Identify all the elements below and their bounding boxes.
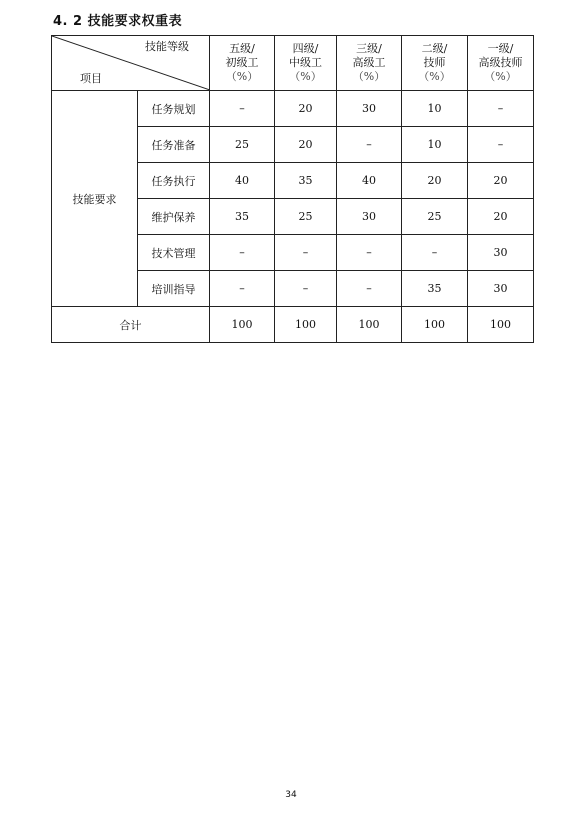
total-label: 合计 [52, 307, 210, 343]
value-cell: 40 [210, 163, 275, 199]
page-number: 34 [285, 790, 297, 800]
value-cell: 10 [402, 91, 468, 127]
total-cell: 100 [402, 307, 468, 343]
level-header-line1: 四级/ [292, 42, 319, 55]
total-cell: 100 [337, 307, 402, 343]
value-cell: 35 [402, 271, 468, 307]
value-cell: 30 [468, 235, 534, 271]
level-header-cell [337, 36, 402, 91]
level-header-line2: 中级工 [289, 56, 322, 69]
value-cell: 20 [275, 91, 337, 127]
table-header-row [52, 36, 534, 91]
value-cell: 20 [402, 163, 468, 199]
level-header-unit: （%） [289, 70, 322, 83]
value-cell: 30 [337, 91, 402, 127]
value-cell: 40 [337, 163, 402, 199]
level-header-line2: 高级技师 [478, 56, 523, 69]
value-cell: 10 [402, 127, 468, 163]
level-header-unit: （%） [484, 70, 517, 83]
value-cell: – [210, 91, 275, 127]
value-cell: 35 [275, 163, 337, 199]
value-cell: – [275, 235, 337, 271]
value-cell: – [402, 235, 468, 271]
value-cell: 25 [210, 127, 275, 163]
row-label: 任务规划 [138, 91, 210, 127]
level-header-line2: 高级工 [352, 56, 386, 69]
row-label: 技术管理 [138, 235, 210, 271]
table-row [52, 91, 534, 127]
level-header-cell [210, 36, 275, 91]
level-header-cell [402, 36, 468, 91]
value-cell: – [275, 271, 337, 307]
level-header-unit: （%） [418, 70, 451, 83]
header-item-label: 项目 [80, 72, 102, 85]
value-cell: – [468, 91, 534, 127]
diagonal-header-cell [52, 36, 210, 91]
total-row [52, 307, 534, 343]
value-cell: 20 [275, 127, 337, 163]
value-cell: 35 [210, 199, 275, 235]
total-cell: 100 [210, 307, 275, 343]
level-header-unit: （%） [352, 70, 386, 83]
value-cell: 20 [468, 163, 534, 199]
row-label: 任务执行 [138, 163, 210, 199]
group-label-cell: 技能要求 [52, 91, 138, 307]
value-cell: – [210, 235, 275, 271]
level-header-line1: 三级/ [356, 42, 382, 55]
skill-weight-table [51, 35, 534, 343]
section-heading: 4. 2 技能要求权重表 [53, 14, 183, 29]
value-cell: 20 [468, 199, 534, 235]
header-skill-level-label: 技能等级 [145, 40, 189, 53]
level-header-line1: 二级/ [421, 42, 448, 55]
value-cell: 30 [337, 199, 402, 235]
row-label: 维护保养 [138, 199, 210, 235]
row-label: 培训指导 [138, 271, 210, 307]
value-cell: 25 [402, 199, 468, 235]
level-header-cell [468, 36, 534, 91]
level-header-unit: （%） [225, 70, 259, 83]
level-header-line1: 五级/ [229, 42, 255, 55]
total-cell: 100 [468, 307, 534, 343]
value-cell: – [468, 127, 534, 163]
level-header-line2: 技师 [423, 56, 446, 69]
value-cell: 30 [468, 271, 534, 307]
value-cell: – [337, 127, 402, 163]
value-cell: – [337, 235, 402, 271]
level-header-line2: 初级工 [225, 56, 259, 69]
value-cell: – [210, 271, 275, 307]
value-cell: – [337, 271, 402, 307]
level-header-line1: 一级/ [487, 42, 514, 55]
row-label: 任务准备 [138, 127, 210, 163]
level-header-cell [275, 36, 337, 91]
value-cell: 25 [275, 199, 337, 235]
total-cell: 100 [275, 307, 337, 343]
